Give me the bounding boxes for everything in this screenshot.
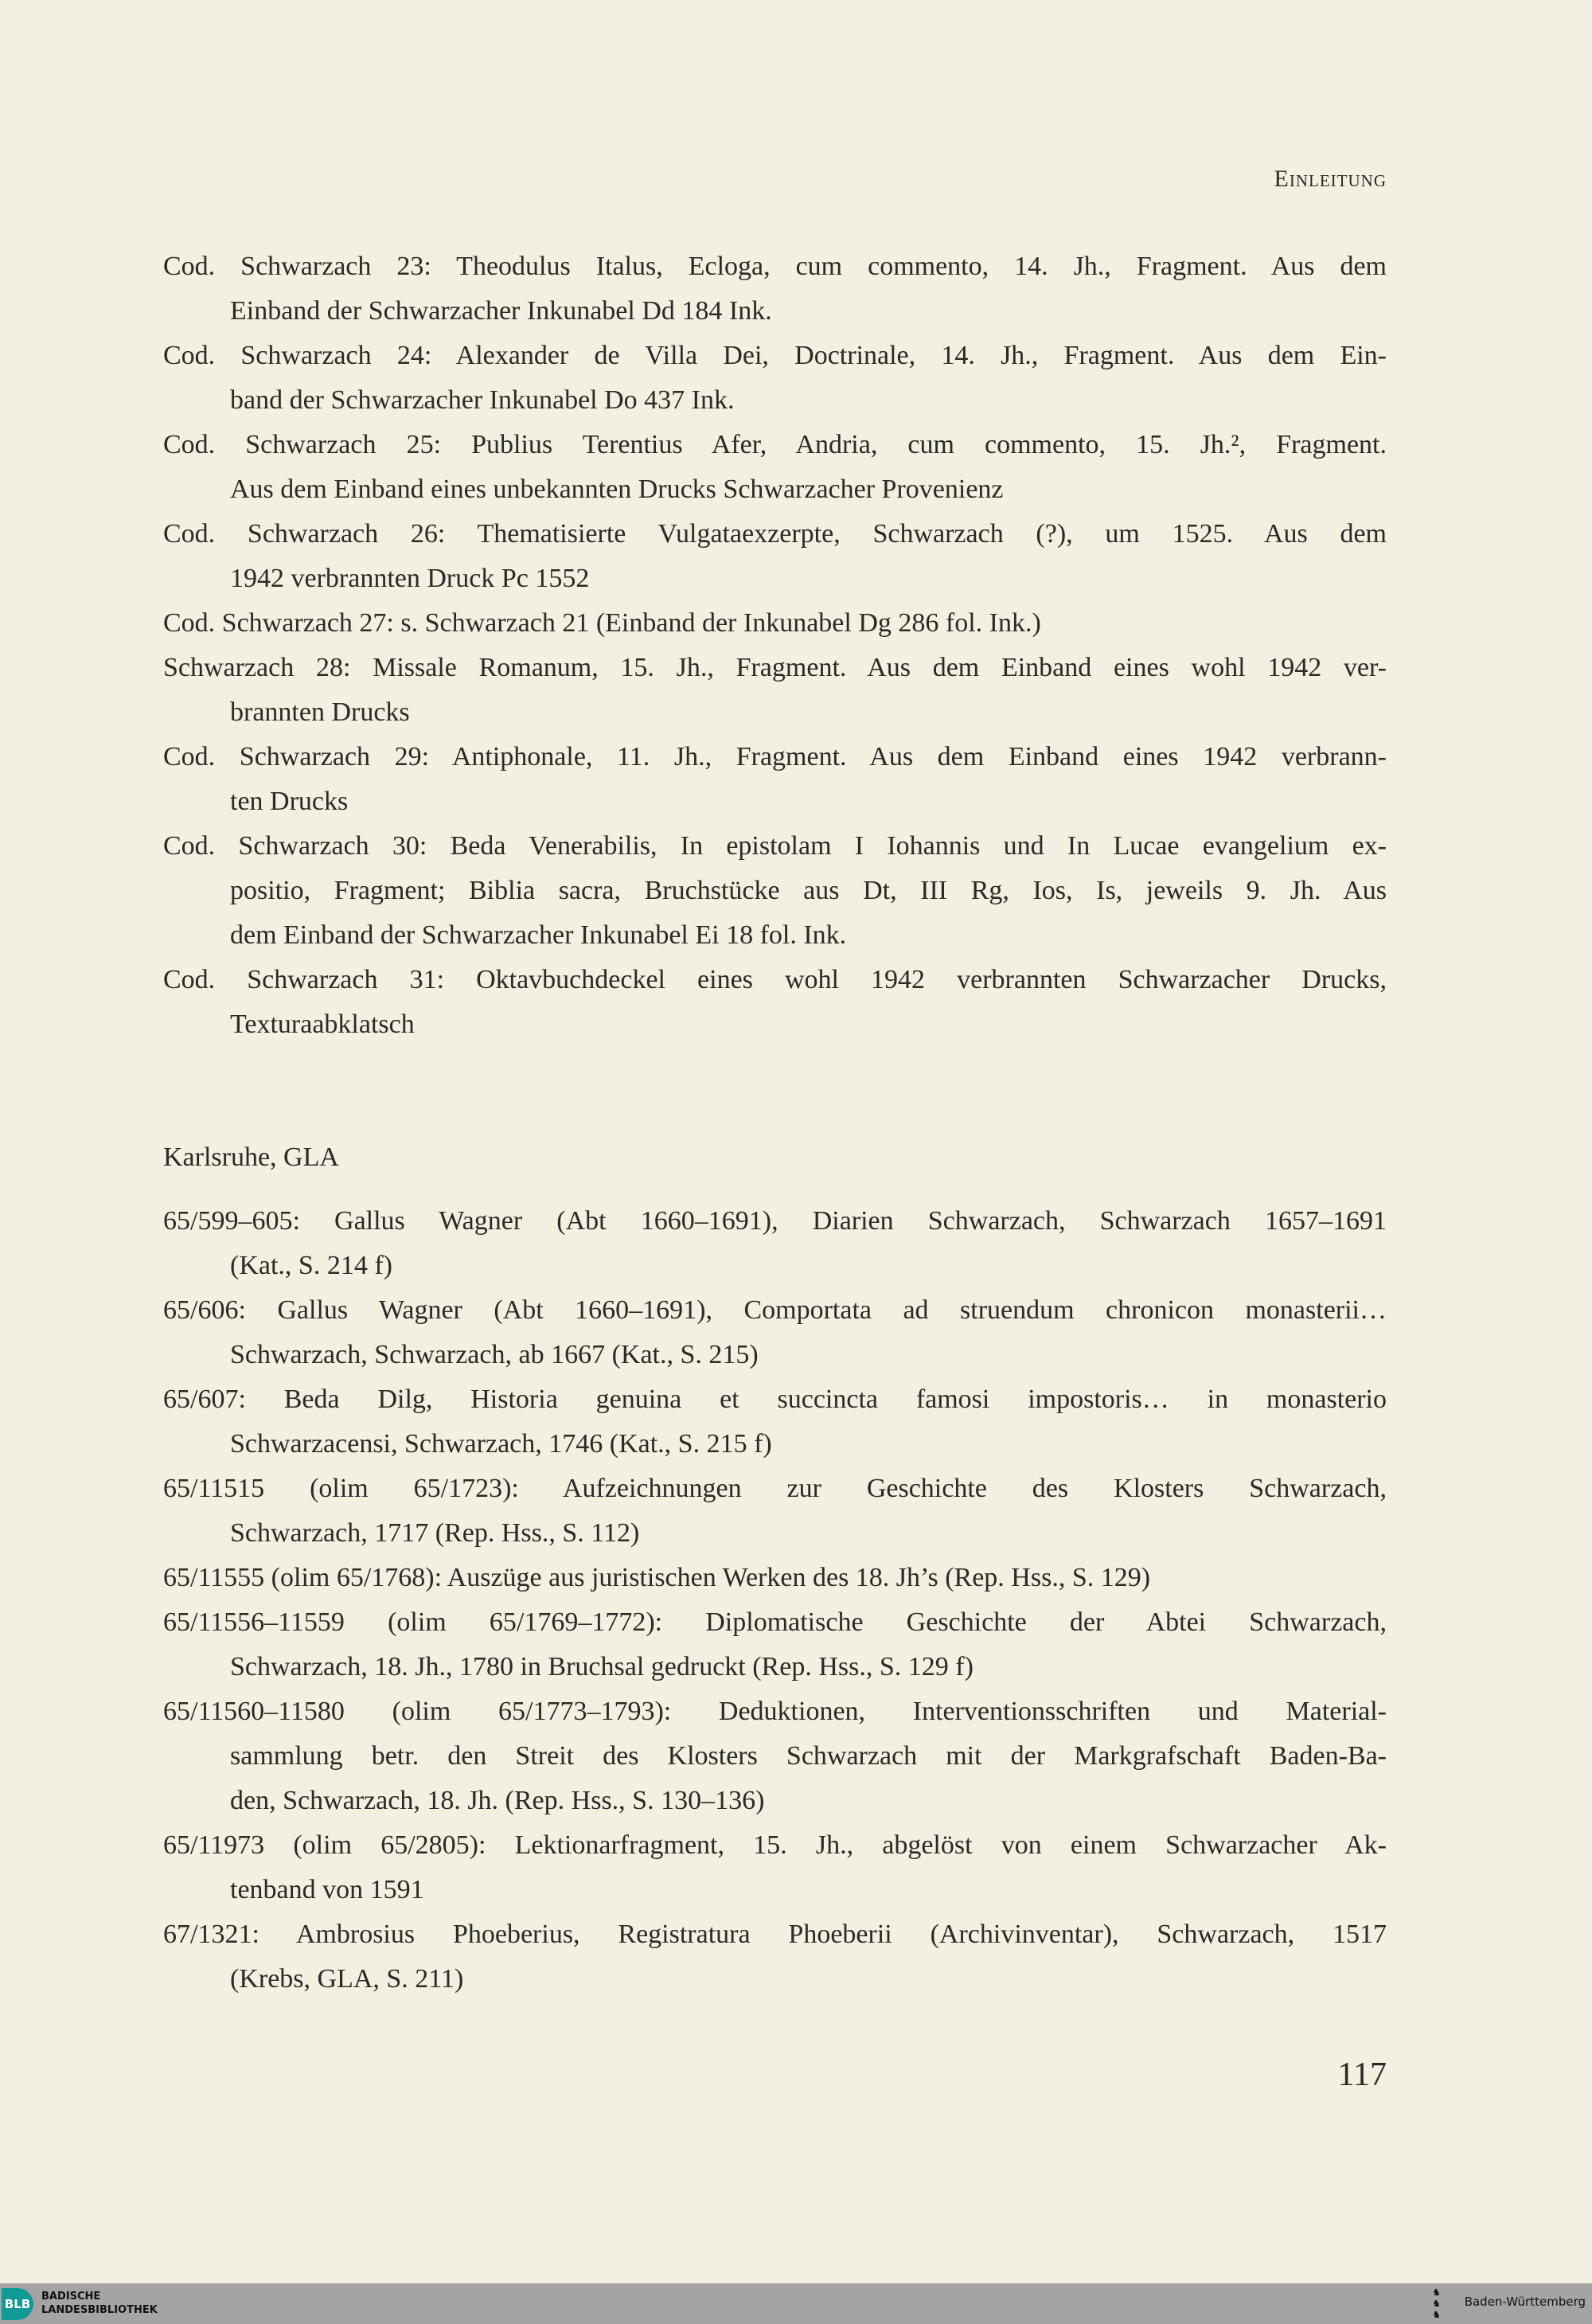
- entry-line: 67/1321: Ambrosius Phoeberius, Registratura Phoeberii (Archivinventar), Schwarzach, 1517: [163, 1920, 1387, 1949]
- list-entry: [163, 735, 1387, 824]
- entry-line: Aus dem Einband eines unbekannten Drucks Schwarzacher Provenienz: [230, 475, 1004, 504]
- list-entry: [163, 512, 1387, 601]
- entry-line: 65/11560–11580 (olim 65/1773–1793): Deduktionen, Interventionsschriften und Material-: [163, 1697, 1387, 1726]
- entry-line: Schwarzach, 1717 (Rep. Hss., S. 112): [230, 1518, 640, 1548]
- list-entry: [163, 1823, 1387, 1912]
- entry-line: Cod. Schwarzach 23: Theodulus Italus, Ecloga, cum commento, 14. Jh., Fragment. Aus dem: [163, 252, 1387, 281]
- entry-line: 65/11515 (olim 65/1723): Aufzeichnungen zur Geschichte des Klosters Schwarzach,: [163, 1474, 1387, 1503]
- entry-line: Schwarzach, 18. Jh., 1780 in Bruchsal gedruckt (Rep. Hss., S. 129 f): [230, 1652, 974, 1681]
- entry-line: 65/607: Beda Dilg, Historia genuina et succincta famosi impostoris… in monasterio: [163, 1385, 1387, 1414]
- entry-line: 1942 verbrannten Druck Pc 1552: [230, 564, 590, 593]
- entry-line: ten Drucks: [230, 787, 349, 816]
- library-name: [41, 2290, 158, 2317]
- list-entry: [163, 1377, 1387, 1467]
- lions-crest-icon: ♞ ♞ ♞: [1432, 2287, 1441, 2320]
- entry-line: Schwarzach 28: Missale Romanum, 15. Jh., Fragment. Aus dem Einband eines wohl 1942 ver-: [163, 653, 1387, 682]
- entry-line: den, Schwarzach, 18. Jh. (Rep. Hss., S. 130–136): [230, 1786, 765, 1815]
- list-entry: [163, 824, 1387, 958]
- entry-line: dem Einband der Schwarzacher Inkunabel Ei 18 fol. Ink.: [230, 920, 847, 950]
- blb-logo[interactable]: BLB: [2, 2288, 33, 2320]
- page-body: [163, 244, 1387, 2002]
- entry-line: Cod. Schwarzach 29: Antiphonale, 11. Jh., Fragment. Aus dem Einband eines 1942 verbrann-: [163, 742, 1387, 771]
- section-heading: Karlsruhe, GLA: [163, 1142, 339, 1172]
- entry-line: (Kat., S. 214 f): [230, 1251, 392, 1280]
- list-entry: [163, 1199, 1387, 1288]
- entry-line: Cod. Schwarzach 25: Publius Terentius Afer, Andria, cum commento, 15. Jh.², Fragment.: [163, 430, 1387, 459]
- entry-line: band der Schwarzacher Inkunabel Do 437 Ink.: [230, 385, 735, 415]
- entry-line: positio, Fragment; Biblia sacra, Bruchstücke aus Dt, III Rg, Ios, Is, jeweils 9. Jh. Aus: [230, 876, 1387, 905]
- entry-line: 65/11556–11559 (olim 65/1769–1772): Diplomatische Geschichte der Abtei Schwarzach,: [163, 1607, 1387, 1637]
- entry-line: Cod. Schwarzach 30: Beda Venerabilis, In epistolam I Iohannis und In Lucae evangelium ex-: [163, 831, 1387, 861]
- list-entry: [163, 1288, 1387, 1377]
- list-entry: [163, 601, 1387, 646]
- running-head: Einleitung: [1274, 166, 1387, 192]
- entry-line: sammlung betr. den Streit des Klosters Schwarzach mit der Markgrafschaft Baden-Ba-: [230, 1741, 1387, 1771]
- entry-line: Cod. Schwarzach 26: Thematisierte Vulgataexzerpte, Schwarzach (?), um 1525. Aus dem: [163, 519, 1387, 549]
- list-entry: [163, 334, 1387, 423]
- list-entry: [163, 244, 1387, 334]
- entry-line: Schwarzach, Schwarzach, ab 1667 (Kat., S. 215): [230, 1340, 759, 1369]
- gla-entry-list: [163, 1199, 1387, 2002]
- list-entry: [163, 1689, 1387, 1823]
- list-entry: [163, 1467, 1387, 1556]
- list-entry: [163, 1556, 1387, 1600]
- entry-line: Einband der Schwarzacher Inkunabel Dd 184 Ink.: [230, 296, 772, 326]
- entry-line: (Krebs, GLA, S. 211): [230, 1964, 464, 1994]
- entry-line: tenband von 1591: [230, 1875, 424, 1904]
- entry-line: 65/11555 (olim 65/1768): Auszüge aus juristischen Werken des 18. Jh’s (Rep. Hss., S. 129): [163, 1563, 1151, 1592]
- entry-line: 65/11973 (olim 65/2805): Lektionarfragment, 15. Jh., abgelöst von einem Schwarzacher Ak-: [163, 1830, 1387, 1860]
- list-entry: [163, 423, 1387, 512]
- page-number: 117: [1337, 2056, 1387, 2093]
- state-logo-label[interactable]: Baden-Württemberg: [1464, 2295, 1586, 2309]
- entry-line: Cod. Schwarzach 27: s. Schwarzach 21 (Einband der Inkunabel Dg 286 fol. Ink.): [163, 608, 1041, 638]
- entry-line: Texturaabklatsch: [230, 1010, 415, 1039]
- entry-line: Schwarzacensi, Schwarzach, 1746 (Kat., S. 215 f): [230, 1429, 772, 1459]
- list-entry: [163, 1600, 1387, 1689]
- cod-entry-list: [163, 244, 1387, 1047]
- entry-line: brannten Drucks: [230, 697, 410, 727]
- library-name-line1: BADISCHE: [41, 2291, 101, 2303]
- entry-line: 65/599–605: Gallus Wagner (Abt 1660–1691), Diarien Schwarzach, Schwarzach 1657–1691: [163, 1206, 1387, 1236]
- list-entry: [163, 1912, 1387, 2002]
- entry-line: Cod. Schwarzach 24: Alexander de Villa Dei, Doctrinale, 14. Jh., Fragment. Aus dem Ein-: [163, 341, 1387, 370]
- entry-line: 65/606: Gallus Wagner (Abt 1660–1691), Comportata ad struendum chronicon monasterii…: [163, 1295, 1387, 1325]
- list-entry: [163, 646, 1387, 735]
- entry-line: Cod. Schwarzach 31: Oktavbuchdeckel eines wohl 1942 verbrannten Schwarzacher Drucks,: [163, 965, 1387, 994]
- list-entry: [163, 958, 1387, 1047]
- library-name-line2: LANDESBIBLIOTHEK: [41, 2304, 158, 2316]
- footer-bar: [0, 2283, 1592, 2324]
